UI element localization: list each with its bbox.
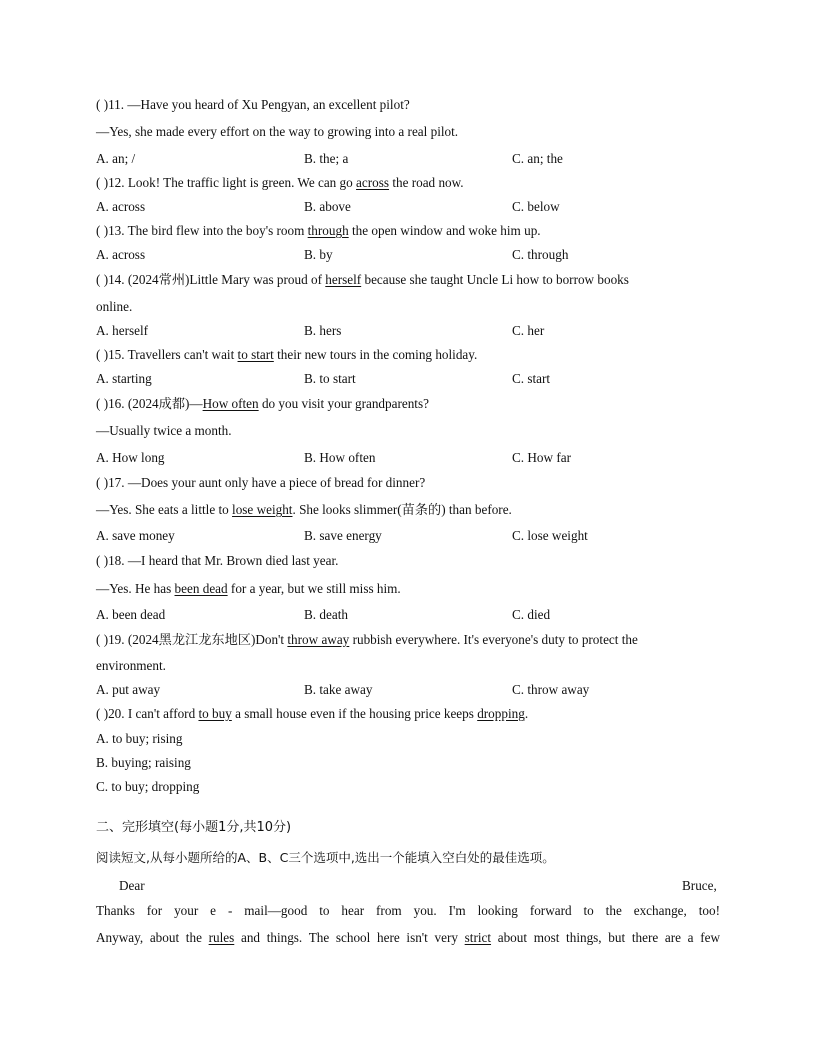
q15-option-a: A. starting bbox=[96, 371, 152, 386]
q15-stem: ( )15. Travellers can't wait to start their new tours in the coming holiday. bbox=[96, 347, 478, 362]
q18-option-a: A. been dead bbox=[96, 607, 166, 622]
q14-stem: ( )14. (2024常州)Little Mary was proud of herself because she taught Uncle Li how to borrow books bbox=[96, 272, 629, 287]
q19-stem: ( )19. (2024黑龙江龙东地区)Don't throw away rubbish everywhere. It's everyone's duty to protect the bbox=[96, 632, 638, 647]
q14-option-c: C. her bbox=[512, 323, 545, 338]
passage-line-2: Anyway, about the rules and things. The school here isn't very strict about most things, but there are a few bbox=[96, 930, 721, 945]
q13-option-a: A. across bbox=[96, 247, 146, 262]
letter-recipient-name: Bruce, bbox=[682, 878, 717, 893]
q12-option-a: A. across bbox=[96, 199, 146, 214]
q19-option-b: B. take away bbox=[304, 682, 373, 697]
passage-underlined-strict: strict bbox=[464, 930, 492, 945]
q16-option-a: A. How long bbox=[96, 450, 165, 465]
q18-stem: ( )18. —I heard that Mr. Brown died last year. bbox=[96, 553, 339, 568]
q18-underlined: been dead bbox=[174, 581, 228, 596]
q17-stem: ( )17. —Does your aunt only have a piece of bread for dinner? bbox=[96, 475, 426, 490]
q20-option-a: A. to buy; rising bbox=[96, 731, 183, 746]
q13-stem: ( )13. The bird flew into the boy's room through the open window and woke him up. bbox=[96, 223, 541, 238]
q11-option-c: C. an; the bbox=[512, 151, 563, 166]
q18-answer-line: —Yes. He has been dead for a year, but we still miss him. bbox=[96, 581, 401, 596]
q20-option-c: C. to buy; dropping bbox=[96, 779, 200, 794]
q16-underlined: How often bbox=[202, 396, 259, 411]
q17-option-c: C. lose weight bbox=[512, 528, 588, 543]
q19-underlined: throw away bbox=[287, 632, 350, 647]
q14-option-b: B. hers bbox=[304, 323, 342, 338]
q12-option-b: B. above bbox=[304, 199, 351, 214]
section2-instruction: 阅读短文,从每小题所给的A、B、C三个选项中,选出一个能填入空白处的最佳选项。 bbox=[96, 850, 555, 865]
q11-answer-line: —Yes, she made every effort on the way to growing into a real pilot. bbox=[96, 124, 459, 139]
q19-option-c: C. throw away bbox=[512, 682, 590, 697]
q19-option-a: A. put away bbox=[96, 682, 161, 697]
q16-stem: ( )16. (2024成都)—How often do you visit your grandparents? bbox=[96, 396, 429, 411]
q13-option-b: B. by bbox=[304, 247, 333, 262]
q17-answer-line: —Yes. She eats a little to lose weight. She looks slimmer(苗条的) than before. bbox=[96, 502, 512, 517]
q20-option-b: B. buying; raising bbox=[96, 755, 191, 770]
q14-stem-continued: online. bbox=[96, 299, 133, 314]
q13-option-c: C. through bbox=[512, 247, 569, 262]
q20-underlined-1: to buy bbox=[198, 706, 232, 721]
q19-stem-continued: environment. bbox=[96, 658, 166, 673]
q18-option-b: B. death bbox=[304, 607, 348, 622]
q14-underlined: herself bbox=[325, 272, 362, 287]
q17-option-b: B. save energy bbox=[304, 528, 382, 543]
section2-heading: 二、完形填空(每小题1分,共10分) bbox=[96, 820, 292, 835]
q16-option-b: B. How often bbox=[304, 450, 376, 465]
q16-answer-line: —Usually twice a month. bbox=[96, 423, 232, 438]
q11-option-b: B. the; a bbox=[304, 151, 349, 166]
q18-option-c: C. died bbox=[512, 607, 551, 622]
passage-underlined-rules: rules bbox=[208, 930, 235, 945]
q12-underlined: across bbox=[356, 175, 390, 190]
passage-line-1: Thanks for your e - mail—good to hear from you. I'm looking forward to the exchange, too! bbox=[96, 903, 720, 918]
q20-stem: ( )20. I can't afford to buy a small house even if the housing price keeps dropping. bbox=[96, 706, 529, 721]
q12-option-c: C. below bbox=[512, 199, 560, 214]
q11-option-a: A. an; / bbox=[96, 151, 136, 166]
q15-option-b: B. to start bbox=[304, 371, 356, 386]
q17-option-a: A. save money bbox=[96, 528, 175, 543]
q13-underlined: through bbox=[307, 223, 349, 238]
q15-option-c: C. start bbox=[512, 371, 551, 386]
q20-underlined-2: dropping bbox=[477, 706, 525, 721]
q12-stem: ( )12. Look! The traffic light is green. We can go across the road now. bbox=[96, 175, 464, 190]
letter-salutation: Dear bbox=[119, 878, 145, 893]
q14-option-a: A. herself bbox=[96, 323, 148, 338]
q17-underlined: lose weight bbox=[232, 502, 293, 517]
q15-underlined: to start bbox=[237, 347, 274, 362]
q16-option-c: C. How far bbox=[512, 450, 571, 465]
q11-stem: ( )11. —Have you heard of Xu Pengyan, an excellent pilot? bbox=[96, 97, 410, 112]
